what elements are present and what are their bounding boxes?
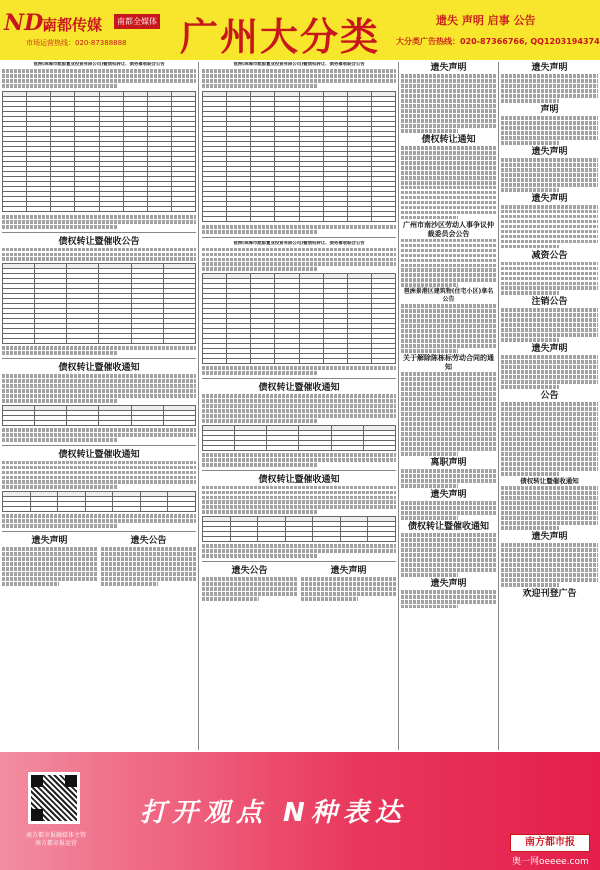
- debt-table: [2, 263, 196, 344]
- logo-badge: 南都全媒体: [114, 14, 160, 29]
- debt-table: [202, 273, 396, 364]
- notice-title: 广州市南沙区劳动人事争议仲裁委员会公告: [403, 220, 494, 238]
- page-title: 广州大分类: [180, 15, 381, 59]
- middle-column: [202, 62, 396, 750]
- qr-caption-line: 南方都市报运营: [34, 840, 77, 847]
- table-cell: [267, 445, 299, 450]
- notice-body: [501, 74, 598, 103]
- table-cell: [3, 420, 35, 425]
- notice-body: [501, 486, 598, 530]
- notice-title: 债权转让暨催收通知: [520, 477, 579, 485]
- brand-name: 南方都市报: [525, 837, 575, 848]
- notice-body: [202, 394, 396, 423]
- notice-body: [501, 158, 598, 192]
- table-cell: [51, 206, 75, 211]
- table-cell: [75, 206, 99, 211]
- notice-body: [202, 366, 396, 375]
- notice-title: 关于解除陈栋标劳动合同的通知: [403, 354, 494, 372]
- table-cell: [313, 537, 341, 542]
- table-cell: [203, 216, 227, 221]
- table-cell: [85, 507, 113, 512]
- debt-table: [2, 91, 196, 212]
- table-cell: [275, 216, 299, 221]
- qr-code: [28, 772, 80, 824]
- left-column: [2, 62, 196, 750]
- table-cell: [371, 359, 395, 364]
- table-cell: [203, 359, 227, 364]
- right-column-b: [501, 62, 598, 750]
- table-cell: [251, 359, 275, 364]
- notice-title: 遗失声明: [430, 578, 467, 589]
- notice-title: 债权转让暨催收公告: [58, 236, 140, 247]
- notice-body: [501, 205, 598, 249]
- page-subtitle: 遗失 声明 启事 公告: [436, 14, 536, 27]
- table-cell: [168, 507, 196, 512]
- ad-hotline: 大分类广告热线：020-87366766, QQ1203194374: [396, 37, 600, 46]
- table-cell: [299, 216, 323, 221]
- table-cell: [340, 537, 368, 542]
- logo-mark: ND.: [4, 10, 51, 36]
- table-cell: [99, 206, 123, 211]
- divider: [2, 531, 196, 532]
- table-cell: [227, 359, 251, 364]
- notice-title: 债权转让暨催收通知: [258, 383, 340, 394]
- notice-title: 债权转让暨催收通知: [258, 474, 340, 485]
- footer-advertisement: [0, 752, 600, 870]
- table-cell: [331, 445, 363, 450]
- notice-body: [202, 248, 396, 272]
- notice-body: [501, 262, 598, 296]
- notice-body: [501, 543, 598, 587]
- divider: [202, 561, 396, 562]
- joint-notice-header: 琶洲(珠海市航都置业投资有限公司)暨债权转让、债务催收联合公告: [233, 62, 365, 67]
- table-cell: [131, 339, 163, 344]
- table-cell: [235, 445, 267, 450]
- notice-body: [202, 577, 297, 601]
- notice-title: 遗失公告: [231, 566, 268, 577]
- notice-body: [202, 544, 396, 558]
- notice-body: [2, 547, 97, 586]
- table-cell: [347, 216, 371, 221]
- watermark: 奥一网oeeee.com: [512, 857, 589, 867]
- qr-code-pattern: [31, 775, 77, 821]
- notice-body: [401, 74, 496, 133]
- table-cell: [368, 537, 396, 542]
- debt-table: [2, 491, 196, 512]
- table-cell: [35, 339, 67, 344]
- divider: [202, 237, 396, 238]
- table-row: [3, 206, 196, 211]
- table-cell: [67, 420, 99, 425]
- notice-title: 声明: [540, 104, 559, 115]
- notice-body: [202, 225, 396, 234]
- divider: [2, 232, 196, 233]
- notice-title: 遗失声明: [531, 63, 568, 73]
- table-cell: [258, 537, 286, 542]
- logo-name: 南都传媒: [42, 16, 103, 34]
- notice-body: [501, 116, 598, 145]
- notice-body: [401, 146, 496, 220]
- table-cell: [123, 206, 147, 211]
- notice-title: 债权转让暨催收通知: [58, 363, 140, 374]
- debt-table: [202, 91, 396, 222]
- table-row: [3, 420, 196, 425]
- qr-caption-line: 南方都市报融媒体主管: [25, 832, 86, 839]
- notice-body: [401, 533, 496, 577]
- notice-title: 遗失公告: [130, 536, 167, 547]
- divider: [202, 378, 396, 379]
- column-divider: [398, 62, 399, 750]
- notice-title: 债权转让通知: [421, 134, 476, 145]
- notice-body: [101, 547, 196, 586]
- notice-title: 公告: [540, 391, 559, 402]
- table-cell: [203, 445, 235, 450]
- classified-content: [0, 62, 600, 750]
- notice-body: [401, 590, 496, 609]
- table-cell: [163, 339, 195, 344]
- notice-title: 减资公告: [531, 250, 568, 261]
- table-cell: [99, 339, 131, 344]
- table-cell: [58, 507, 86, 512]
- joint-notice-header: 琶洲(珠海市航都置业投资有限公司)暨债权转让、债务催收联合公告: [33, 62, 165, 67]
- table-cell: [131, 420, 163, 425]
- notice-title: 遗失声明: [31, 536, 68, 547]
- table-cell: [163, 420, 195, 425]
- table-cell: [27, 206, 51, 211]
- notice-body: [2, 374, 196, 403]
- notice-body: [2, 428, 196, 442]
- table-cell: [323, 216, 347, 221]
- table-cell: [363, 445, 395, 450]
- logo: [4, 10, 166, 48]
- table-row: [203, 445, 396, 450]
- notice-title: 遗失声明: [430, 63, 467, 73]
- table-cell: [347, 359, 371, 364]
- table-cell: [203, 537, 231, 542]
- notice-body: [401, 469, 496, 488]
- debt-table: [202, 425, 396, 451]
- notice-title: 欢迎刊登广告: [522, 588, 577, 599]
- table-cell: [230, 537, 258, 542]
- notice-body: [2, 69, 196, 88]
- table-cell: [35, 420, 67, 425]
- table-cell: [147, 206, 171, 211]
- table-cell: [3, 206, 27, 211]
- table-cell: [323, 359, 347, 364]
- notice-title: 债权转让暨催收通知: [58, 449, 140, 460]
- notice-body: [202, 69, 396, 88]
- column-divider: [498, 62, 499, 750]
- notice-body: [401, 239, 496, 288]
- qr-caption: [8, 832, 104, 848]
- table-row: [3, 339, 196, 344]
- masthead: [0, 0, 600, 60]
- notice-title: 遗失声明: [531, 344, 568, 355]
- divider: [2, 445, 196, 446]
- table-cell: [113, 507, 141, 512]
- notice-body: [501, 308, 598, 342]
- notice-title: 遗失声明: [531, 193, 568, 204]
- market-hotline: 市场运营热线：020-87388888: [26, 39, 127, 47]
- divider: [2, 358, 196, 359]
- notice-body: [501, 355, 598, 389]
- table-row: [203, 216, 396, 221]
- notice-body: [401, 304, 496, 353]
- ad-slogan: 打开观点 N种表达: [140, 798, 407, 828]
- table-row: [203, 537, 396, 542]
- table-cell: [30, 507, 58, 512]
- notice-body: [202, 486, 396, 515]
- table-row: [3, 507, 196, 512]
- right-column-a: [401, 62, 496, 750]
- notice-body: [501, 402, 598, 476]
- divider: [202, 470, 396, 471]
- notice-title: 遗失声明: [330, 566, 367, 577]
- table-cell: [371, 216, 395, 221]
- notice-title: 遗失声明: [531, 146, 568, 157]
- notice-body: [401, 372, 496, 456]
- notice-body: [2, 514, 196, 528]
- debt-table: [202, 516, 396, 542]
- notice-title: 债权转让暨催收通知: [407, 521, 489, 532]
- table-cell: [3, 339, 35, 344]
- table-cell: [171, 206, 195, 211]
- table-cell: [299, 359, 323, 364]
- notice-body: [202, 453, 396, 467]
- table-cell: [67, 339, 99, 344]
- table-cell: [275, 359, 299, 364]
- notice-body: [301, 577, 396, 601]
- notice-body: [2, 461, 196, 490]
- notice-title: 遗失声明: [531, 531, 568, 542]
- table-cell: [99, 420, 131, 425]
- debt-table: [2, 405, 196, 426]
- table-cell: [3, 507, 31, 512]
- notice-title: 离职声明: [430, 458, 467, 468]
- notice-body: [2, 346, 196, 355]
- notice-title: 遗失声明: [430, 489, 467, 500]
- table-cell: [227, 216, 251, 221]
- notice-body: [2, 248, 196, 262]
- table-cell: [285, 537, 313, 542]
- table-row: [203, 359, 396, 364]
- notice-body: [2, 215, 196, 229]
- table-cell: [140, 507, 168, 512]
- brand-logo: [510, 834, 590, 852]
- joint-notice-header: 琶洲(珠海市航都置业投资有限公司)暨债权转让、债务催收联合公告: [233, 240, 365, 246]
- table-cell: [299, 445, 331, 450]
- notice-body: [401, 501, 496, 520]
- notice-title: 琶洲景港区建筑物(住宅小区)拿名公告: [403, 288, 494, 304]
- column-divider: [198, 62, 199, 750]
- notice-title: 注销公告: [531, 297, 568, 308]
- table-cell: [251, 216, 275, 221]
